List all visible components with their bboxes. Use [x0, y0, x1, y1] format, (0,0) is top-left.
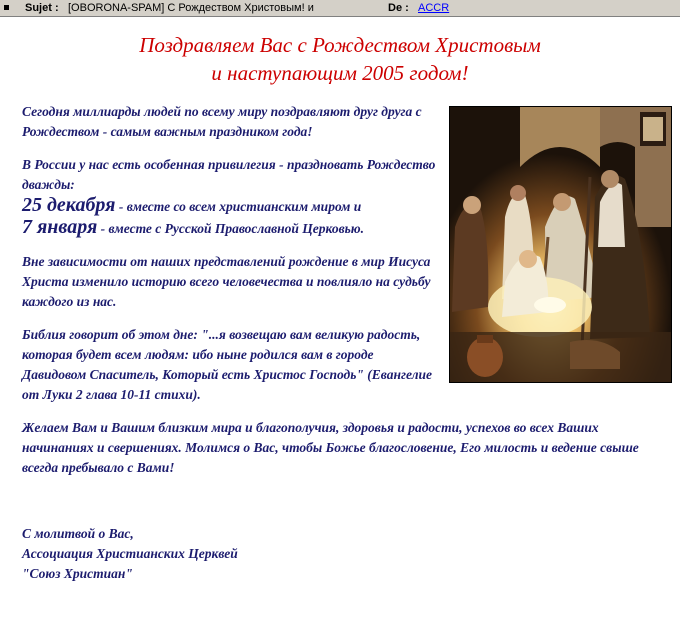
paragraph-1: Сегодня миллиарды людей по всему миру поздравляют друг друга с Рождеством - самым важным праздником года!	[22, 104, 422, 139]
subject-value: [OBORONA-SPAM] С Рождеством Христовым! и	[68, 2, 314, 14]
paragraph-4: Библия говорит об этом дне: "...я возвещаю вам великую радость, которая будет всем людям: ибо ныне родился вам в городе Давидовом Спаситель, Который есть Христос Господь" (Евангелие от Луки 2 глава 10-11 стихи).	[22, 327, 433, 402]
nativity-image	[449, 106, 672, 383]
date-december-text: - вместе со всем христианским миром и	[115, 199, 362, 214]
message-header-bar	[0, 0, 680, 17]
date-january-text: - вместе с Русской Православной Церковью.	[97, 221, 365, 236]
title-line-2: и наступающим 2005 годом!	[211, 61, 469, 85]
title-line-1: Поздравляем Вас с Рождеством Христовым	[139, 33, 541, 57]
subject-label: Sujet :	[25, 2, 59, 14]
paragraph-3: Вне зависимости от наших представлений рождение в мир Иисуса Христа изменило историю всего человечества и повлияло на судьбу каждого из нас.	[22, 254, 431, 309]
message-body	[22, 102, 672, 584]
signature-line-3: "Союз Христиан"	[22, 566, 133, 581]
paragraph-5: Желаем Вам и Вашим близким мира и благополучия, здоровья и радости, успехов во всех Ваших начинаниях и свершениях. Молимся о Вас, чтобы Божье благословение, Его милость и ведение свыше всегда пребывало с Вами!	[22, 420, 639, 475]
date-december: 25 декабря	[22, 194, 116, 216]
paragraph-2-intro: В России у нас есть особенная привилегия - праздновать Рождество дважды:	[22, 157, 436, 192]
from-label: De :	[388, 2, 409, 14]
signature-line-1: С молитвой о Вас,	[22, 526, 134, 541]
sender-link[interactable]: ACCR	[418, 2, 450, 14]
bullet-icon	[4, 5, 9, 10]
signature-line-2: Ассоциация Христианских Церквей	[22, 546, 238, 561]
signature	[22, 524, 672, 584]
date-january: 7 января	[22, 216, 98, 238]
greeting-title	[0, 31, 680, 87]
